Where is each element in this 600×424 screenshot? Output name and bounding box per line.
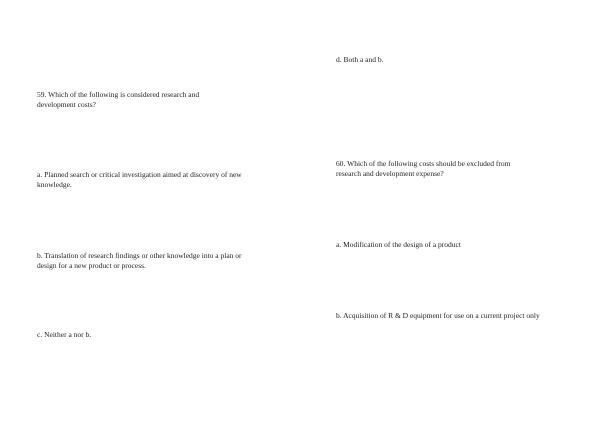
question-59-option-c: c. Neither a nor b. bbox=[37, 330, 92, 339]
option-b-line-1: b. Translation of research findings or other knowledge into a plan or bbox=[37, 251, 242, 260]
question-59-line-1: 59. Which of the following is considered research and bbox=[37, 90, 200, 99]
question-59-option-d: d. Both a and b. bbox=[336, 55, 384, 64]
option-a-line-1: a. Planned search or critical investigation aimed at discovery of new bbox=[37, 170, 242, 179]
question-60 bbox=[336, 159, 586, 179]
question-59-option-b bbox=[37, 251, 282, 271]
question-60-option-b: b. Acquisition of R & D equipment for use on a current project only bbox=[336, 311, 540, 320]
question-59 bbox=[37, 90, 282, 110]
option-b-line-2: design for a new product or process. bbox=[37, 261, 146, 270]
question-60-line-1: 60. Which of the following costs should be excluded from bbox=[336, 159, 511, 168]
question-59-line-2: development costs? bbox=[37, 100, 96, 109]
question-60-line-2: research and development expense? bbox=[336, 169, 444, 178]
question-60-option-a: a. Modification of the design of a product bbox=[336, 240, 461, 249]
option-a-line-2: knowledge. bbox=[37, 180, 72, 189]
question-59-option-a bbox=[37, 170, 282, 190]
